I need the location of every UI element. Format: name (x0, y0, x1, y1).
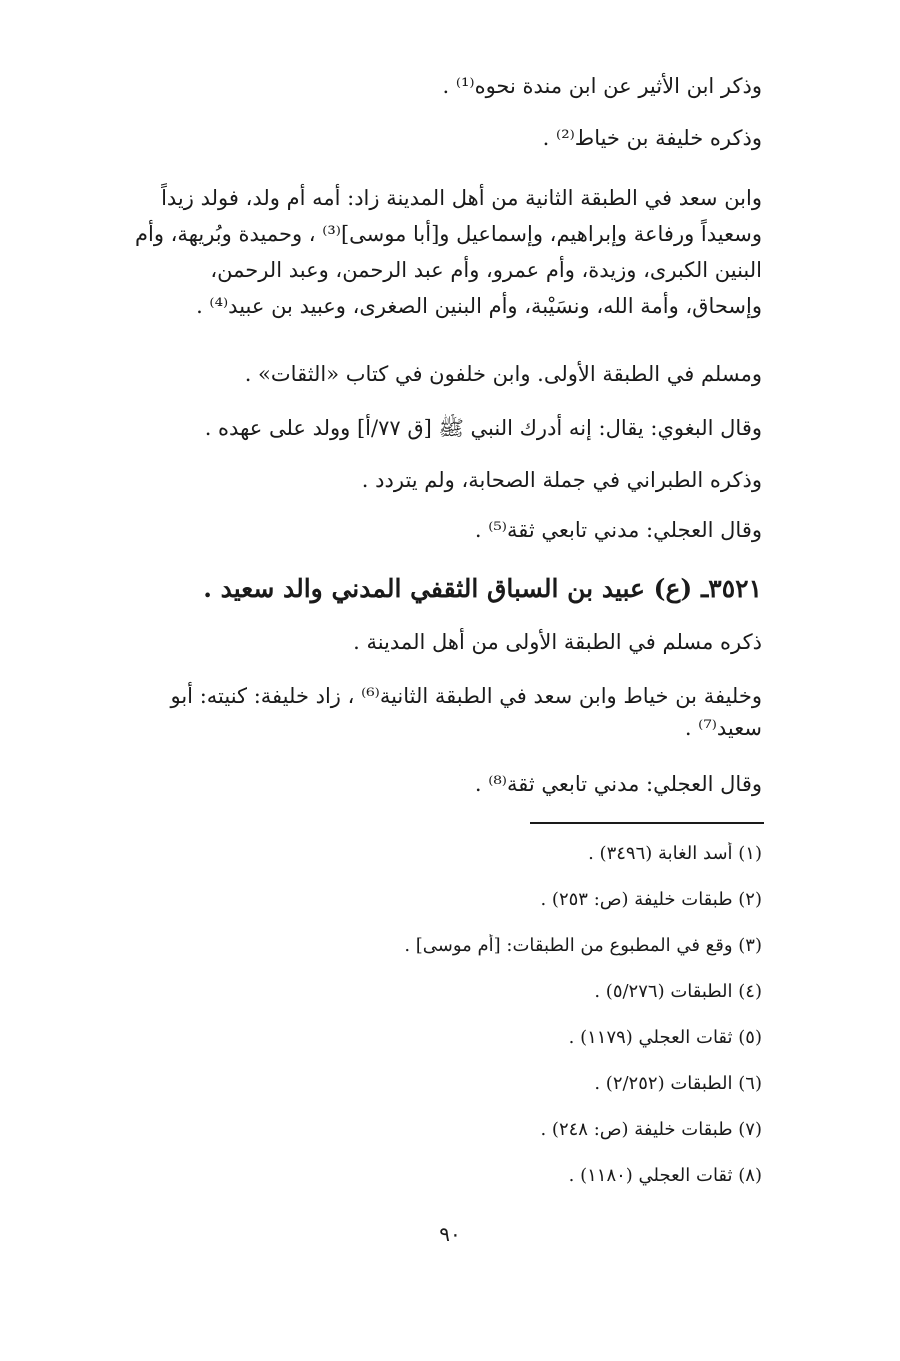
footnotes (40, 842, 762, 1188)
paragraph-ibn-athir (40, 72, 762, 100)
footnote-5: (٥) ثقات العجلي (١١٧٩) . (568, 1027, 762, 1048)
text-line: وإسحاق، وأمة الله، ونسَيْبة، وأم البنين الصغرى، وعبيد بن عبيد⁽⁴⁾ . (196, 294, 762, 318)
text-line: وقال البغوي: يقال: إنه أدرك النبي ﷺ [ق ٧٧/أ] وولد على عهده . (204, 416, 762, 440)
footnote-7: (٧) طبقات خليفة (ص: ٢٤٨) . (540, 1119, 762, 1140)
text-line: ذكره مسلم في الطبقة الأولى من أهل المدينة . (353, 630, 762, 654)
paragraph-tabarani (40, 466, 762, 494)
text-line: ومسلم في الطبقة الأولى. وابن خلفون في كتاب «الثقات» . (244, 362, 762, 386)
text-line: وابن سعد في الطبقة الثانية من أهل المدينة زاد: أمه أم ولد، فولد زيداً (161, 186, 762, 210)
text-line: سعيد⁽⁷⁾ . (684, 716, 762, 740)
footnote-2: (٢) طبقات خليفة (ص: ٢٥٣) . (540, 889, 762, 910)
text-line: البنين الكبرى، وزيدة، وأم عمرو، وأم عبد الرحمن، وعبد الرحمن، (210, 258, 762, 282)
paragraph-khalifa (40, 124, 762, 152)
text-line: وذكره الطبراني في جملة الصحابة، ولم يتردد . (361, 468, 762, 492)
paragraph-entry-ijli (40, 770, 762, 798)
page-number: ٩٠ (439, 1222, 461, 1246)
footnote-1: (١) أسد الغابة (٣٤٩٦) . (588, 843, 762, 864)
footnote-6: (٦) الطبقات (٢/٢٥٢) . (594, 1073, 762, 1094)
paragraph-entry-muslim (40, 628, 762, 656)
paragraph-ijli (40, 516, 762, 544)
text-line: وخليفة بن خياط وابن سعد في الطبقة الثانية⁽⁶⁾ ، زاد خليفة: كنيته: أبو (170, 684, 762, 708)
paragraph-baghawi (40, 414, 762, 442)
text-line: وقال العجلي: مدني تابعي ثقة⁽⁸⁾ . (474, 772, 762, 796)
footnote-4: (٤) الطبقات (٥/٢٧٦) . (594, 981, 762, 1002)
text-line: وذكر ابن الأثير عن ابن مندة نحوه⁽¹⁾ . (442, 74, 762, 98)
text-line: وقال العجلي: مدني تابعي ثقة⁽⁵⁾ . (474, 518, 762, 542)
paragraph-entry-khalifa (40, 680, 762, 744)
text-line: وذكره خليفة بن خياط⁽²⁾ . (542, 126, 762, 150)
entry-heading: ٣٥٢١ـ (ع) عبيد بن السباق الثقفي المدني والد سعيد . (203, 574, 762, 603)
footnote-divider (530, 822, 764, 824)
text-line: وسعيداً ورفاعة وإبراهيم، وإسماعيل و[أبا موسى]⁽³⁾ ، وحميدة وبُريهة، وأم (135, 222, 762, 246)
footnote-3: (٣) وقع في المطبوع من الطبقات: [أم موسى] . (404, 935, 762, 956)
paragraph-ibn-saad (40, 180, 762, 324)
footnote-8: (٨) ثقات العجلي (١١٨٠) . (568, 1165, 762, 1186)
paragraph-muslim (40, 360, 762, 388)
